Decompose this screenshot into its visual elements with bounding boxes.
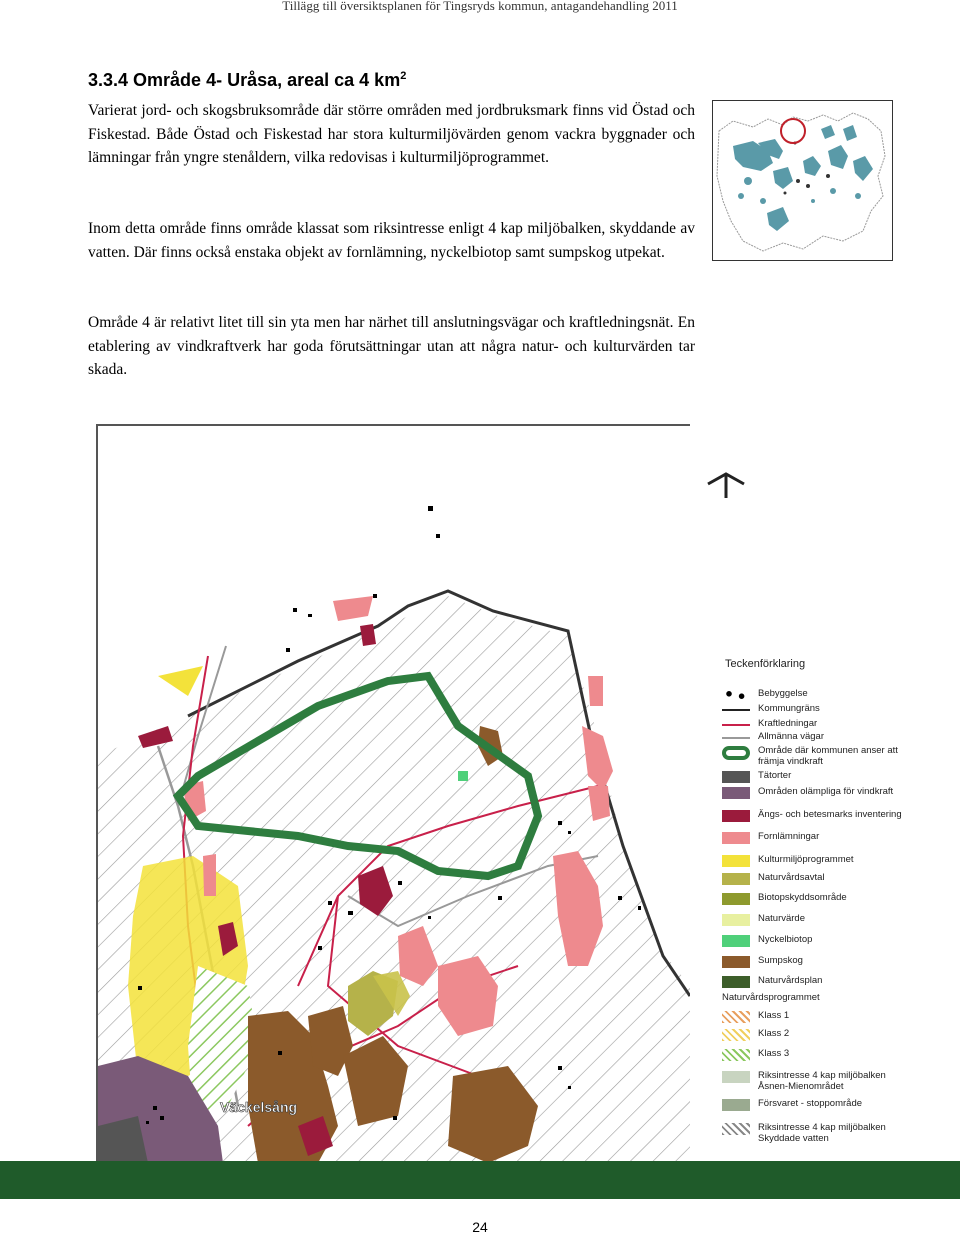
page-header: Tillägg till översiktsplanen för Tingsryds kommun, antagandehandling 2011 — [282, 0, 678, 13]
legend-label: Riksintresse 4 kap miljöbalken Åsnen-Mienområdet — [758, 1070, 886, 1092]
legend-item — [722, 1122, 952, 1144]
legend-label: Riksintresse 4 kap miljöbalken Skyddade vatten — [758, 1122, 886, 1144]
footer-band — [0, 1161, 960, 1199]
legend-swatch — [722, 914, 750, 926]
legend-label: Fornlämningar — [758, 831, 820, 842]
legend-swatch — [722, 1123, 750, 1135]
legend-label: Klass 3 — [758, 1048, 790, 1059]
legend-item — [722, 975, 952, 989]
legend-swatch — [722, 1099, 750, 1111]
legend-item — [722, 854, 952, 868]
legend-item — [722, 913, 952, 927]
legend-label: Klass 2 — [758, 1028, 790, 1039]
legend-swatch — [722, 737, 750, 739]
legend-item — [722, 688, 952, 702]
legend-label: Naturvårdsplan — [758, 975, 823, 986]
legend-swatch — [722, 689, 750, 701]
legend-swatch — [722, 709, 750, 711]
legend-label: Naturvårdsprogrammet — [722, 992, 820, 1003]
legend-label: Bebyggelse — [758, 688, 808, 699]
legend-swatch — [722, 810, 750, 822]
legend-swatch — [722, 1071, 750, 1083]
legend-item — [722, 745, 952, 767]
legend-item — [722, 934, 952, 948]
legend-swatch — [722, 787, 750, 799]
legend-label: Allmänna vägar — [758, 731, 825, 742]
legend-swatch — [722, 976, 750, 988]
place-label: Väckelsång — [220, 1099, 298, 1115]
paragraph-3: Område 4 är relativt litet till sin yta men har närhet till anslutningsvägar och kraftledningsnät. En etablering av vindkraftverk har goda förutsättningar utan att några natur- och kulturvärden tar skada. — [88, 314, 695, 378]
legend-item — [722, 892, 952, 906]
legend-label: Klass 1 — [758, 1010, 790, 1021]
section-title-superscript: 2 — [400, 70, 407, 82]
legend-item — [722, 770, 952, 784]
legend-label: Tätorter — [758, 770, 792, 781]
legend-item — [722, 992, 952, 1006]
legend-swatch — [722, 1049, 750, 1061]
area-map — [96, 424, 690, 1163]
overview-map-graphic — [713, 101, 892, 260]
legend-item — [722, 831, 952, 845]
legend-item — [722, 1028, 952, 1042]
legend-swatch — [722, 935, 750, 947]
legend-item — [722, 731, 952, 745]
legend-item — [722, 718, 952, 732]
legend-label: Områden olämpliga för vindkraft — [758, 786, 894, 797]
legend-label: Kulturmiljöprogrammet — [758, 854, 854, 865]
legend-title: Teckenförklaring — [725, 658, 806, 670]
legend-item — [722, 1098, 952, 1112]
legend-item — [722, 786, 952, 800]
legend-item — [722, 809, 952, 823]
legend-swatch — [722, 1029, 750, 1041]
legend-label: Biotopskyddsområde — [758, 892, 847, 903]
legend-label: Försvaret - stoppområde — [758, 1098, 863, 1109]
section-title — [88, 70, 406, 91]
legend-swatch — [722, 855, 750, 867]
legend-label: Ängs- och betesmarks inventering — [758, 809, 902, 820]
legend-swatch — [722, 724, 750, 726]
overview-map — [712, 100, 893, 261]
section-title-text: 3.3.4 Område 4- Uråsa, areal ca 4 km — [88, 70, 401, 90]
legend-item — [722, 872, 952, 886]
legend-swatch — [722, 1011, 750, 1023]
legend-swatch — [722, 873, 750, 885]
legend-swatch — [722, 771, 750, 783]
legend-label: Område där kommunen anser att främja vindkraft — [758, 745, 898, 767]
legend-item — [722, 1070, 952, 1092]
legend-label: Nyckelbiotop — [758, 934, 813, 945]
legend-item — [722, 703, 952, 717]
paragraph-2: Inom detta område finns område klassat som riksintresse enligt 4 kap miljöbalken, skyddande av vatten. Där finns också enstaka objekt av fornlämning, nyckelbiotop samt sumpskog utpekat. — [88, 220, 695, 261]
legend-swatch — [722, 893, 750, 905]
legend-swatch — [722, 832, 750, 844]
legend-label: Sumpskog — [758, 955, 803, 966]
page-number: 24 — [472, 1219, 488, 1235]
legend-label: Kommungräns — [758, 703, 820, 714]
paragraph-1: Varierat jord- och skogsbruksområde där större områden med jordbruksmark finns vid Östad och Fiskestad. Både Östad och Fiskestad har stora kulturmiljövärden genom vackra byggnader och lämningar från yngre stenåldern, vilka redovisas i kulturmiljöprogrammet. — [88, 102, 695, 166]
north-arrow-icon — [706, 470, 746, 500]
legend-item — [722, 955, 952, 969]
map-legend — [722, 656, 952, 1161]
legend-swatch — [722, 956, 750, 968]
legend-item — [722, 1010, 952, 1024]
legend-item — [722, 1048, 952, 1062]
legend-label: Naturvårdsavtal — [758, 872, 825, 883]
legend-label: Kraftledningar — [758, 718, 818, 729]
legend-label: Naturvärde — [758, 913, 805, 924]
legend-swatch — [722, 746, 750, 760]
area-map-graphic — [98, 426, 690, 1163]
